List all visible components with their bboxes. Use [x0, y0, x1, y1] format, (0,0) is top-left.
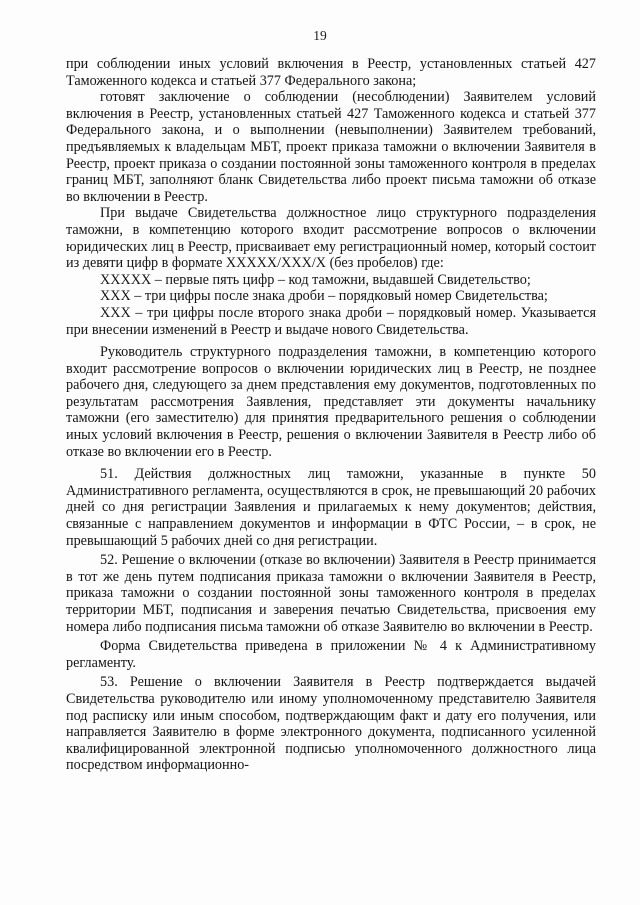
paragraph-number-format-2: XXX – три цифры после знака дроби – порядковый номер Свидетельства;: [100, 288, 548, 305]
paragraph-head-of-division: Руководитель структурного подразделения таможни, в компетенцию которого входит рассмотрение вопросов о включении юридических лиц в Реестр, не позднее рабочего дня, следующего за днем представления ему документов, подготовленных по результатам рассмотрения Заявления, представляет эти документы начальнику таможни (его заместителю) для принятия предварительного решения о соблюдении иных условий включения в Реестр, решения о включении Заявителя в Реестр либо об отказе во включении его в Реестр.: [66, 344, 596, 460]
paragraph-prepare-conclusion: готовят заключение о соблюдении (несоблюдении) Заявителем условий включения в Реестр, установленных статьей 427 Таможенного кодекса и статьей 377 Федерального закона, и о выполнении (невыполнении) Заявителем требований, предъявляемых к владельцам МБТ, проект приказа таможни о включении Заявителя в Реестр, проект приказа о создании постоянной зоны таможенного контроля в пределах границ МБТ, заполняют бланк Свидетельства либо проект письма таможни об отказе во включении в Реестр.: [66, 89, 596, 205]
paragraph-number-format-1: XXXXX – первые пять цифр – код таможни, выдавшей Свидетельство;: [100, 271, 531, 288]
paragraph-51: 51. Действия должностных лиц таможни, указанные в пункте 50 Административного регламента, осуществляются в срок, не превышающий 20 рабочих дней со дня регистрации Заявления и прилагаемых к нему документов; действия, связанные с направлением документов и информации в ФТС России, – в срок, не превышающий 5 рабочих дней со дня регистрации.: [66, 466, 596, 549]
paragraph-registration-number: При выдаче Свидетельства должностное лицо структурного подразделения таможни, в компетенцию которого входит рассмотрение вопросов о включении юридических лиц в Реестр, присваивает ему регистрационный номер, который состоит из девяти цифр в формате XXXXX/XXX/X (без пробелов) где:: [66, 205, 596, 272]
paragraph-conditions: при соблюдении иных условий включения в Реестр, установленных статьей 427 Таможенного кодекса и статьей 377 Федерального закона;: [66, 56, 596, 89]
paragraph-53: 53. Решение о включении Заявителя в Реестр подтверждается выдачей Свидетельства руководителю или иному уполномоченному представителю Заявителя под расписку или иным способом, подтверждающим факт и дату его получения, или направляется Заявителю в форме электронного документа, подписанного усиленной квалифицированной электронной подписью уполномоченного должностного лица посредством информационно-: [66, 674, 596, 774]
paragraph-number-format-3: XXX – три цифры после второго знака дроби – порядковый номер. Указывается при внесении изменений в Реестр и выдаче нового Свидетельства.: [66, 304, 596, 338]
page-number: 19: [313, 28, 327, 43]
paragraph-form-reference: Форма Свидетельства приведена в приложении № 4 к Административному регламенту.: [66, 638, 596, 671]
paragraph-52: 52. Решение о включении (отказе во включении) Заявителя в Реестр принимается в тот же день путем подписания приказа таможни о включении Заявителя в Реестр, приказа таможни о создании постоянной зоны таможенного контроля в пределах территории МБТ, подписания и заверения печатью Свидетельства, присвоения ему номера либо подписания письма таможни об отказе Заявителю во включении в Реестр.: [66, 552, 596, 635]
document-body: [66, 56, 596, 774]
